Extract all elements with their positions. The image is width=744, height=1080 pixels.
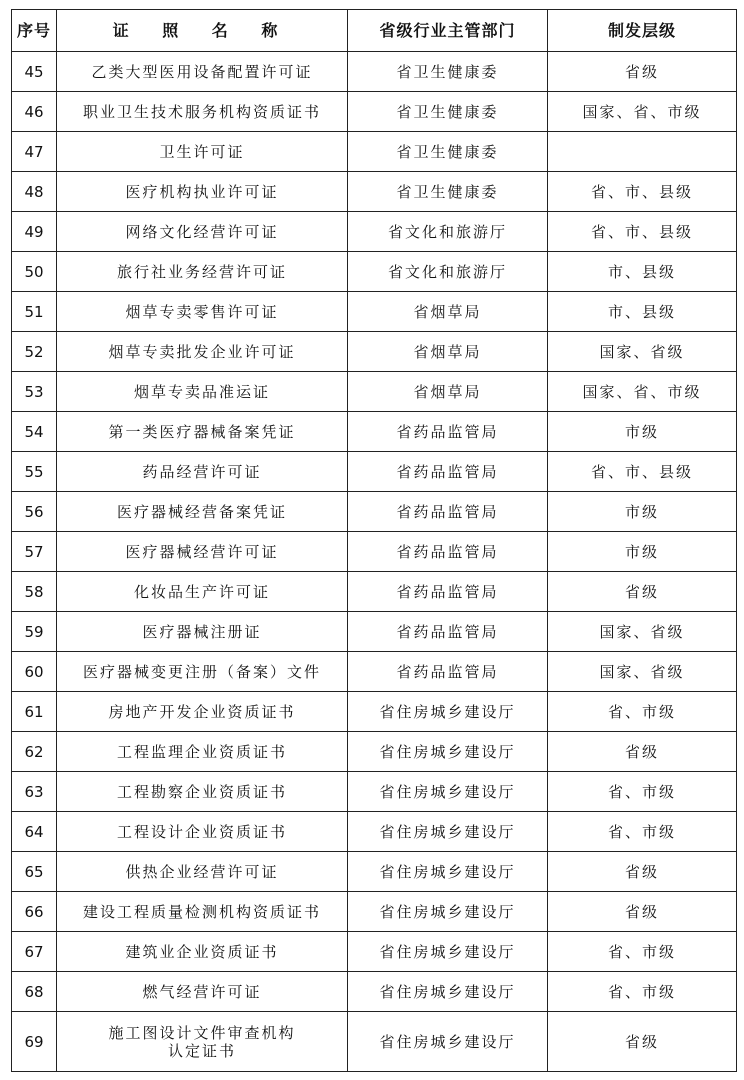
table-row — [12, 372, 737, 412]
license-name-line-1: 施工图设计文件审查机构 — [108, 1023, 296, 1042]
row-number: 61 — [12, 692, 57, 732]
issuing-level: 省、市级 — [548, 932, 737, 972]
department: 省药品监管局 — [348, 652, 548, 692]
issuing-level: 省级 — [548, 1012, 737, 1072]
license-name: 旅行社业务经营许可证 — [57, 252, 348, 292]
license-name: 第一类医疗器械备案凭证 — [57, 412, 348, 452]
issuing-level: 省级 — [548, 52, 737, 92]
row-number: 67 — [12, 932, 57, 972]
table-row — [12, 692, 737, 732]
table-row — [12, 52, 737, 92]
row-number: 48 — [12, 172, 57, 212]
issuing-level: 省、市级 — [548, 812, 737, 852]
table-row — [12, 252, 737, 292]
table-row — [12, 772, 737, 812]
table-row — [12, 292, 737, 332]
department: 省药品监管局 — [348, 612, 548, 652]
row-number: 55 — [12, 452, 57, 492]
department: 省住房城乡建设厅 — [348, 692, 548, 732]
issuing-level — [548, 132, 737, 172]
department: 省文化和旅游厅 — [348, 212, 548, 252]
department: 省住房城乡建设厅 — [348, 852, 548, 892]
row-number: 59 — [12, 612, 57, 652]
license-name: 药品经营许可证 — [57, 452, 348, 492]
row-number: 60 — [12, 652, 57, 692]
table-row — [12, 212, 737, 252]
column-header-name: 证 照 名 称 — [57, 10, 348, 52]
row-number: 45 — [12, 52, 57, 92]
row-number: 53 — [12, 372, 57, 412]
license-name: 乙类大型医用设备配置许可证 — [57, 52, 348, 92]
table-row — [12, 732, 737, 772]
license-name: 化妆品生产许可证 — [57, 572, 348, 612]
department: 省卫生健康委 — [348, 132, 548, 172]
license-name: 医疗器械注册证 — [57, 612, 348, 652]
table-row — [12, 892, 737, 932]
department: 省住房城乡建设厅 — [348, 812, 548, 852]
department: 省药品监管局 — [348, 532, 548, 572]
column-header-department: 省级行业主管部门 — [348, 10, 548, 52]
department: 省住房城乡建设厅 — [348, 932, 548, 972]
license-name: 医疗器械变更注册（备案）文件 — [57, 652, 348, 692]
row-number: 54 — [12, 412, 57, 452]
department: 省住房城乡建设厅 — [348, 972, 548, 1012]
issuing-level: 省级 — [548, 892, 737, 932]
column-header-number: 序号 — [12, 10, 57, 52]
row-number: 56 — [12, 492, 57, 532]
license-name: 医疗器械经营许可证 — [57, 532, 348, 572]
table-row — [12, 172, 737, 212]
license-table — [11, 9, 737, 1072]
table-row — [12, 132, 737, 172]
issuing-level: 省、市、县级 — [548, 452, 737, 492]
row-number: 52 — [12, 332, 57, 372]
issuing-level: 市级 — [548, 532, 737, 572]
row-number: 65 — [12, 852, 57, 892]
license-name: 供热企业经营许可证 — [57, 852, 348, 892]
license-name-line-2: 认定证书 — [167, 1041, 236, 1060]
license-name: 工程勘察企业资质证书 — [57, 772, 348, 812]
license-name: 烟草专卖零售许可证 — [57, 292, 348, 332]
issuing-level: 市级 — [548, 492, 737, 532]
department: 省住房城乡建设厅 — [348, 892, 548, 932]
row-number: 58 — [12, 572, 57, 612]
row-number: 57 — [12, 532, 57, 572]
row-number: 50 — [12, 252, 57, 292]
department: 省住房城乡建设厅 — [348, 1012, 548, 1072]
table-row — [12, 332, 737, 372]
table-row — [12, 972, 737, 1012]
table-row — [12, 412, 737, 452]
row-number: 69 — [12, 1012, 57, 1072]
department: 省住房城乡建设厅 — [348, 772, 548, 812]
department: 省烟草局 — [348, 372, 548, 412]
row-number: 51 — [12, 292, 57, 332]
department: 省药品监管局 — [348, 412, 548, 452]
license-name: 网络文化经营许可证 — [57, 212, 348, 252]
license-name: 卫生许可证 — [57, 132, 348, 172]
table-row — [12, 532, 737, 572]
table-header-row — [12, 10, 737, 52]
row-number: 46 — [12, 92, 57, 132]
license-name: 工程监理企业资质证书 — [57, 732, 348, 772]
issuing-level: 国家、省级 — [548, 652, 737, 692]
table-row — [12, 452, 737, 492]
issuing-level: 国家、省级 — [548, 612, 737, 652]
table-row — [12, 92, 737, 132]
issuing-level: 省、市级 — [548, 772, 737, 812]
license-name: 医疗机构执业许可证 — [57, 172, 348, 212]
row-number: 68 — [12, 972, 57, 1012]
row-number: 49 — [12, 212, 57, 252]
department: 省药品监管局 — [348, 492, 548, 532]
table-row — [12, 852, 737, 892]
table-row — [12, 492, 737, 532]
issuing-level: 国家、省、市级 — [548, 372, 737, 412]
department: 省住房城乡建设厅 — [348, 732, 548, 772]
issuing-level: 省级 — [548, 732, 737, 772]
department: 省药品监管局 — [348, 452, 548, 492]
issuing-level: 国家、省、市级 — [548, 92, 737, 132]
license-name: 工程设计企业资质证书 — [57, 812, 348, 852]
issuing-level: 市、县级 — [548, 252, 737, 292]
column-header-level: 制发层级 — [548, 10, 737, 52]
table-row — [12, 652, 737, 692]
department: 省卫生健康委 — [348, 52, 548, 92]
license-name: 建筑业企业资质证书 — [57, 932, 348, 972]
department: 省卫生健康委 — [348, 92, 548, 132]
issuing-level: 市、县级 — [548, 292, 737, 332]
license-name: 医疗器械经营备案凭证 — [57, 492, 348, 532]
row-number: 63 — [12, 772, 57, 812]
table-row — [12, 572, 737, 612]
department: 省文化和旅游厅 — [348, 252, 548, 292]
issuing-level: 市级 — [548, 412, 737, 452]
license-name: 燃气经营许可证 — [57, 972, 348, 1012]
department: 省烟草局 — [348, 332, 548, 372]
row-number: 66 — [12, 892, 57, 932]
license-table-sheet — [11, 9, 736, 1072]
issuing-level: 省、市、县级 — [548, 172, 737, 212]
license-name: 烟草专卖批发企业许可证 — [57, 332, 348, 372]
row-number: 64 — [12, 812, 57, 852]
license-name: 职业卫生技术服务机构资质证书 — [57, 92, 348, 132]
department: 省药品监管局 — [348, 572, 548, 612]
department: 省卫生健康委 — [348, 172, 548, 212]
table-row — [12, 812, 737, 852]
license-name — [57, 1012, 348, 1072]
issuing-level: 省级 — [548, 572, 737, 612]
table-row — [12, 1012, 737, 1072]
license-name: 烟草专卖品准运证 — [57, 372, 348, 412]
issuing-level: 省、市级 — [548, 692, 737, 732]
table-body — [12, 52, 737, 1072]
issuing-level: 省、市级 — [548, 972, 737, 1012]
license-name: 房地产开发企业资质证书 — [57, 692, 348, 732]
department: 省烟草局 — [348, 292, 548, 332]
table-row — [12, 612, 737, 652]
row-number: 47 — [12, 132, 57, 172]
issuing-level: 省、市、县级 — [548, 212, 737, 252]
license-name: 建设工程质量检测机构资质证书 — [57, 892, 348, 932]
issuing-level: 国家、省级 — [548, 332, 737, 372]
row-number: 62 — [12, 732, 57, 772]
table-row — [12, 932, 737, 972]
issuing-level: 省级 — [548, 852, 737, 892]
